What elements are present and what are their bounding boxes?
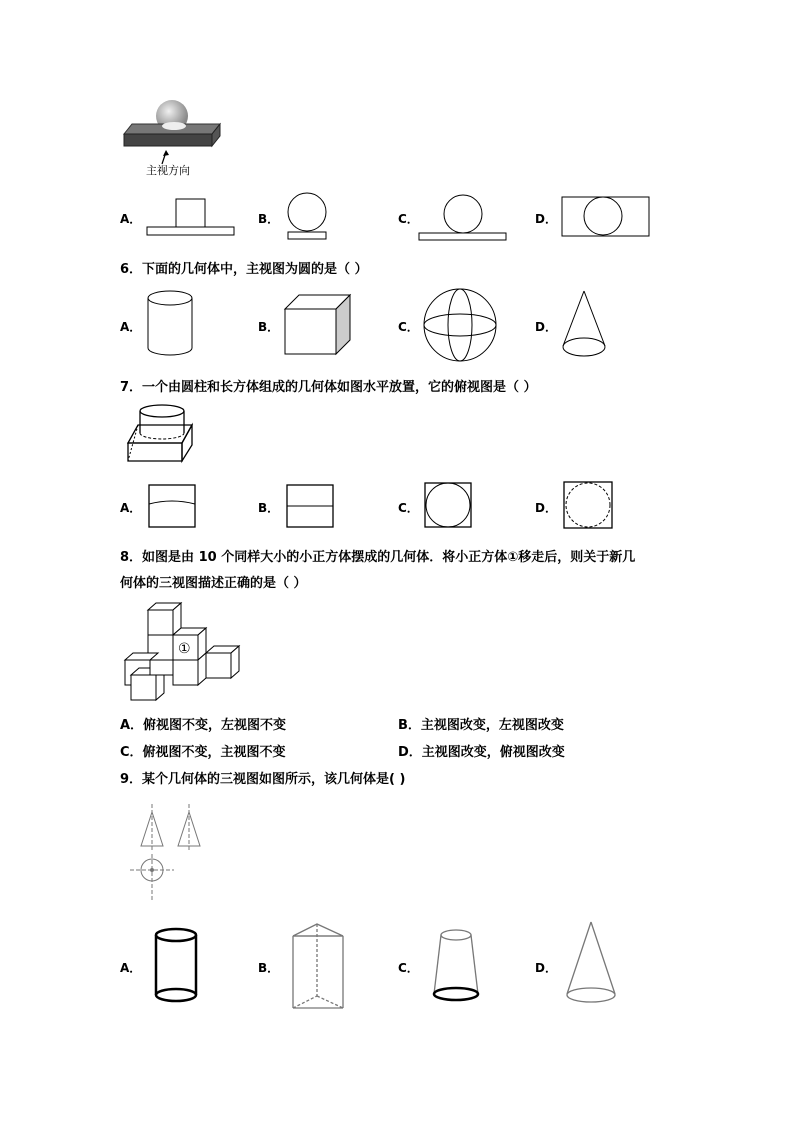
q7-option-d-label[interactable]: D． — [535, 501, 557, 515]
q5-option-a-figure[interactable] — [146, 198, 236, 238]
q7-stem: 7．一个由圆柱和长方体组成的几何体如图水平放置，它的俯视图是（ ） — [120, 380, 537, 395]
q7-option-c-figure[interactable] — [424, 482, 472, 528]
q9-option-d-cone[interactable] — [564, 920, 618, 1004]
q5-option-b-label[interactable]: B． — [258, 212, 280, 226]
q6-cone-figure[interactable] — [560, 290, 608, 360]
q8-stem-line1: 8．如图是由 10 个同样大小的小正方体摆成的几何体．将小正方体①移走后，则关于新几 — [120, 550, 636, 565]
q8-stem-line2: 何体的三视图描述正确的是（ ） — [120, 576, 307, 591]
q8-cube-mark: ① — [178, 641, 191, 657]
q5-option-a-label[interactable]: A． — [120, 212, 142, 226]
q6-cube-figure[interactable] — [284, 294, 354, 356]
q9-option-b-label[interactable]: B． — [258, 961, 280, 975]
q9-option-d-label[interactable]: D． — [535, 961, 557, 975]
q6-sphere-figure[interactable] — [422, 287, 498, 363]
q8-cube-stack-figure — [122, 600, 242, 700]
q6-option-d-label[interactable]: D． — [535, 320, 557, 334]
q8-option-a[interactable]: A．俯视图不变，左视图不变 — [120, 718, 287, 733]
q7-option-b-figure[interactable] — [286, 484, 334, 528]
q7-option-c-label[interactable]: C． — [398, 501, 419, 515]
q9-three-view-figure — [128, 802, 218, 902]
q5-option-d-label[interactable]: D． — [535, 212, 557, 226]
q7-solid-figure — [124, 403, 196, 467]
q5-option-c-figure[interactable] — [418, 194, 508, 242]
q9-option-b-prism[interactable] — [289, 922, 349, 1012]
q9-option-c-frustum[interactable] — [430, 928, 482, 1004]
q5-option-c-label[interactable]: C． — [398, 212, 419, 226]
q9-option-a-cylinder[interactable] — [152, 927, 200, 1005]
q8-option-c[interactable]: C．俯视图不变，主视图不变 — [120, 745, 286, 760]
q9-stem: 9．某个几何体的三视图如图所示，该几何体是( ) — [120, 772, 406, 787]
q9-option-a-label[interactable]: A． — [120, 961, 142, 975]
q6-cylinder-figure[interactable] — [146, 290, 194, 358]
q5-option-d-figure[interactable] — [561, 196, 651, 238]
q7-option-a-label[interactable]: A． — [120, 501, 142, 515]
q6-option-c-label[interactable]: C． — [398, 320, 419, 334]
q6-stem: 6．下面的几何体中，主视图为圆的是（ ） — [120, 262, 368, 277]
q5-view-caption: 主视方向 — [146, 164, 190, 177]
q6-option-a-label[interactable]: A． — [120, 320, 142, 334]
q9-option-c-label[interactable]: C． — [398, 961, 419, 975]
q7-option-d-figure[interactable] — [563, 481, 613, 529]
q7-option-a-figure[interactable] — [148, 484, 196, 528]
q5-option-b-figure[interactable] — [285, 192, 329, 240]
q7-option-b-label[interactable]: B． — [258, 501, 280, 515]
q5-solid-figure — [120, 98, 230, 168]
q6-option-b-label[interactable]: B． — [258, 320, 280, 334]
q8-option-b[interactable]: B．主视图改变，左视图改变 — [398, 718, 564, 733]
q8-option-d[interactable]: D．主视图改变，俯视图改变 — [398, 745, 565, 760]
